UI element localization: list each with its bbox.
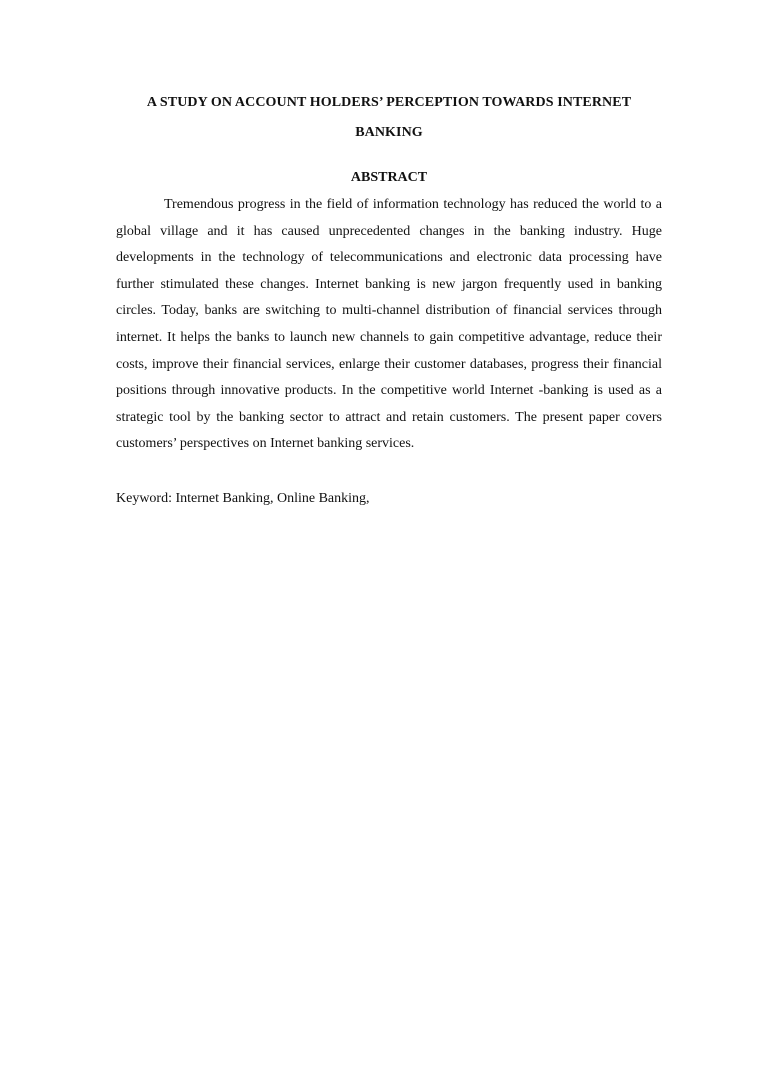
paper-page [116,88,662,512]
abstract-body: Tremendous progress in the field of information technology has reduced the world to a global village and it has caused unprecedented changes in the banking industry. Huge developments in the technology of telecommunications and electronic data processing have further stimulated these changes. Internet banking is new jargon frequently used in banking circles. Today, banks are switching to multi-channel distribution of financial services through internet. It helps the banks to launch new channels to gain competitive advantage, reduce their costs, improve their financial services, enlarge their customer databases, progress their financial positions through innovative products. In the competitive world Internet -banking is used as a strategic tool by the banking sector to attract and retain customers. The present paper covers customers’ perspectives on Internet banking services. [116,197,662,452]
paper-title-line-1: A STUDY ON ACCOUNT HOLDERS’ PERCEPTION TOWARDS INTERNET [146,95,632,110]
paper-title-line-2: BANKING [355,125,423,140]
keywords: Keyword: Internet Banking, Online Banking, [116,490,370,506]
abstract-heading: ABSTRACT [350,170,428,185]
paper-title [116,88,662,148]
